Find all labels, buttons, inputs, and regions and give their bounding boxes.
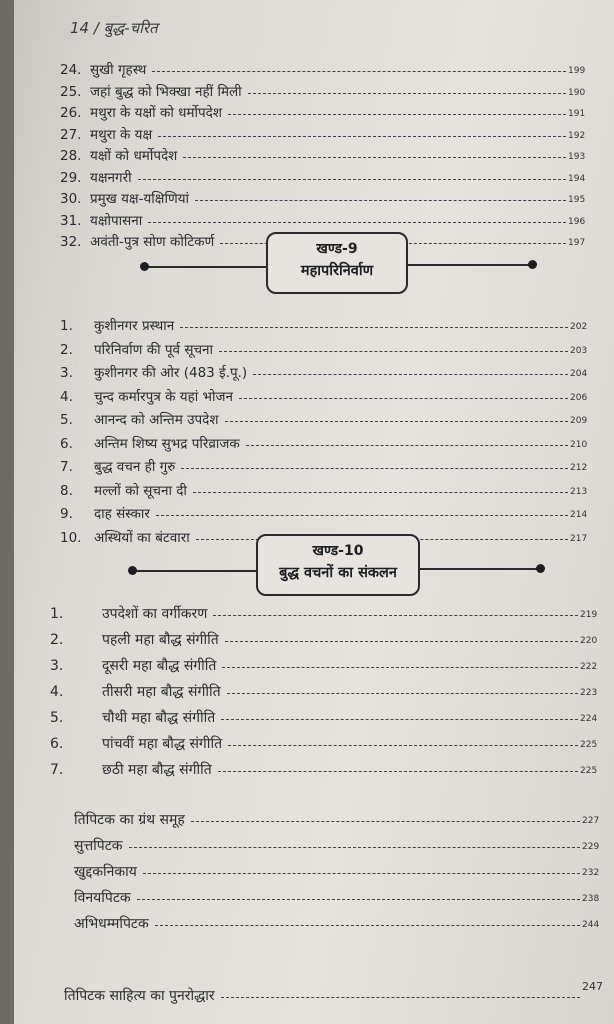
toc-entry-page-number: 214	[570, 510, 588, 520]
khand-9-label: खण्ड-9	[316, 241, 358, 257]
toc-entry-number: 26.	[60, 105, 82, 121]
toc-entry-number: 1.	[60, 318, 73, 334]
toc-entry-number: 28.	[60, 148, 82, 164]
dotted-leader	[253, 374, 568, 375]
toc-entry-page-number: 217	[570, 533, 588, 544]
divider-line-left-2	[132, 570, 272, 572]
khand-10-title: बुद्ध वचनों का संकलन	[279, 565, 397, 581]
dotted-leader	[152, 71, 566, 72]
dotted-leader	[138, 179, 566, 180]
dotted-leader	[195, 200, 566, 201]
dotted-leader	[228, 114, 566, 115]
toc-entry	[60, 316, 592, 336]
toc-entry-page-number: 225	[580, 766, 598, 776]
toc-entry	[60, 410, 592, 430]
toc-entry	[60, 168, 590, 188]
divider-dot-left-2	[128, 566, 137, 575]
toc-entry-title: प्रमुख यक्ष-यक्षिणियां	[90, 191, 190, 207]
toc-entry	[60, 504, 592, 524]
toc-entry-page-number: 191	[568, 109, 586, 119]
toc-entry	[74, 810, 604, 830]
dotted-leader	[129, 847, 580, 848]
dotted-leader	[221, 719, 578, 720]
toc-entry-title: उपदेशों का वर्गीकरण	[102, 606, 208, 622]
toc-entry	[74, 914, 604, 934]
toc-entry-title: कुशीनगर प्रस्थान	[94, 318, 175, 334]
toc-entry-number: 32.	[60, 234, 82, 250]
toc-entry-title: तीसरी महा बौद्ध संगीति	[102, 684, 221, 700]
toc-entry-number: 30.	[60, 191, 82, 207]
toc-entry	[60, 434, 592, 454]
toc-entry-number: 9.	[60, 506, 73, 522]
dotted-leader	[155, 925, 580, 926]
toc-entry-page-number: 227	[582, 816, 600, 826]
toc-entry	[60, 340, 592, 360]
toc-entry-page-number: 224	[580, 714, 598, 724]
toc-entry-number: 4.	[60, 388, 73, 405]
toc-entry-title: अन्तिम शिष्य सुभद्र परिव्राजक	[94, 435, 240, 452]
toc-entry-page-number: 190	[568, 87, 586, 98]
divider-line-left	[144, 266, 272, 268]
dotted-leader	[218, 771, 578, 772]
toc-entry	[60, 481, 592, 501]
toc-entry-number: 27.	[60, 126, 82, 143]
toc-entry	[50, 682, 602, 702]
toc-entry-title: जहां बुद्ध को भिक्खा नहीं मिली	[90, 83, 242, 100]
toc-entry-number: 7.	[60, 459, 73, 475]
toc-entry-title: तिपिटक का ग्रंथ समूह	[74, 812, 185, 828]
toc-entry-number: 2.	[50, 632, 64, 648]
dotted-leader	[221, 997, 580, 998]
toc-entry	[60, 103, 590, 123]
dotted-leader	[143, 873, 580, 874]
toc-entry-title: अभिधम्मपिटक	[74, 916, 149, 932]
toc-entry	[50, 760, 602, 780]
toc-entry	[60, 211, 590, 231]
toc-entry	[50, 656, 602, 676]
toc-entry-title: आनन्द को अन्तिम उपदेश	[94, 412, 219, 428]
toc-entry-page-number: 206	[570, 392, 588, 403]
toc-entry-page-number: 212	[570, 463, 588, 473]
toc-entry-title: पहली महा बौद्ध संगीति	[102, 632, 219, 648]
toc-entry-title: यक्षनगरी	[90, 169, 132, 186]
toc-entry-page-number: 203	[570, 345, 588, 356]
dotted-leader	[228, 745, 578, 746]
toc-entry-number: 29.	[60, 169, 82, 186]
toc-entry-page-number: 209	[570, 416, 588, 426]
divider-line-right	[406, 264, 534, 266]
toc-entry-page-number: 225	[580, 740, 598, 750]
toc-entry-number: 4.	[50, 684, 64, 700]
toc-entry-title: बुद्ध वचन ही गुरु	[94, 459, 176, 475]
toc-entry-title: दाह संस्कार	[94, 506, 150, 522]
dotted-leader	[239, 398, 568, 399]
toc-entry-title: विनयपिटक	[74, 890, 131, 906]
toc-entry-number: 3.	[60, 365, 73, 381]
dotted-leader	[137, 899, 580, 900]
dotted-leader	[180, 327, 568, 328]
toc-entry-page-number: 213	[570, 486, 588, 497]
dotted-leader	[156, 515, 568, 516]
toc-entry	[50, 630, 602, 650]
toc-entry-title: छठी महा बौद्ध संगीति	[102, 762, 212, 778]
toc-entry-page-number: 202	[570, 322, 588, 332]
dotted-leader	[183, 157, 566, 158]
dotted-leader	[227, 693, 578, 694]
khand-10-label: खण्ड-10	[312, 543, 364, 559]
toc-entry	[60, 82, 590, 102]
toc-entry	[60, 189, 590, 209]
toc-entry-number: 31.	[60, 212, 82, 229]
toc-entry-page-number: 194	[568, 173, 586, 184]
toc-entry-title: परिनिर्वाण की पूर्व सूचना	[94, 341, 214, 358]
toc-entry-number: 25.	[60, 83, 82, 100]
toc-entry-page-number: 223	[580, 688, 598, 698]
dotted-leader	[213, 615, 578, 616]
divider-dot-right	[528, 260, 537, 269]
toc-entry	[50, 708, 602, 728]
toc-entry-title: मथुरा के यक्षों को धर्मोपदेश	[90, 105, 223, 121]
toc-entry-page-number: 197	[568, 238, 586, 248]
toc-entry-page-number: 199	[568, 66, 586, 76]
toc-entry-number: 24.	[60, 62, 82, 78]
toc-entry-title: कुशीनगर की ओर (483 ई.पू.)	[94, 365, 248, 381]
toc-entry-title: यक्षोपासना	[90, 212, 143, 229]
toc-entry	[50, 604, 602, 624]
toc-entry	[74, 836, 604, 856]
toc-entry-page-number: 204	[570, 369, 588, 379]
dotted-leader	[158, 136, 566, 137]
toc-entry-number: 2.	[60, 341, 73, 358]
toc-entry-number: 1.	[50, 606, 64, 622]
toc-entry-page-number: 219	[580, 610, 598, 620]
toc-entry-page-number: 196	[568, 216, 586, 227]
toc-entry-page-number: 222	[580, 662, 598, 672]
toc-entry	[60, 60, 590, 80]
toc-entry	[74, 862, 604, 882]
toc-entry-title: सुखी गृहस्थ	[90, 62, 147, 78]
toc-entry	[50, 734, 602, 754]
toc-entry-title: तिपिटक साहित्य का पुनरोद्धार	[64, 988, 215, 1004]
toc-entry	[60, 387, 592, 407]
toc-entry	[60, 457, 592, 477]
khand-9-title: महापरिनिर्वाण	[300, 263, 374, 279]
toc-entry	[60, 363, 592, 383]
toc-entry-title: चौथी महा बौद्ध संगीति	[102, 710, 216, 726]
dotted-leader	[225, 641, 578, 642]
toc-entry-number: 5.	[60, 412, 73, 428]
divider-dot-left	[140, 262, 149, 271]
toc-entry-number: 8.	[60, 482, 73, 499]
toc-entry-number: 10.	[60, 529, 82, 546]
toc-entry-page-number: 220	[580, 636, 598, 646]
toc-entry-number: 6.	[50, 736, 64, 752]
toc-entry	[60, 125, 590, 145]
toc-entry-title: मल्लों को सूचना दी	[94, 482, 187, 499]
toc-entry-page-number: 229	[582, 842, 600, 852]
dotted-leader	[246, 445, 568, 446]
toc-entry-number: 7.	[50, 762, 64, 778]
dotted-leader	[193, 492, 568, 493]
toc-entry-title: खुद्दकनिकाय	[74, 864, 137, 880]
toc-entry-number: 6.	[60, 435, 73, 452]
toc-entry	[60, 146, 590, 166]
toc-entry	[74, 888, 604, 908]
toc-entry-page-number: 238	[582, 894, 600, 904]
toc-entry-number: 3.	[50, 658, 64, 674]
toc-entry-title: अवंती-पुत्र सोण कोटिकर्ण	[90, 234, 215, 250]
dotted-leader	[248, 93, 566, 94]
toc-entry-title: सुत्तपिटक	[74, 838, 123, 854]
dotted-leader	[148, 222, 566, 223]
toc-entry-number: 5.	[50, 710, 64, 726]
dotted-leader	[222, 667, 578, 668]
toc-entry-page-number: 247	[582, 980, 603, 993]
toc-entry-page-number: 244	[582, 920, 600, 930]
book-page	[14, 0, 614, 1024]
dotted-leader	[225, 421, 568, 422]
toc-entry-page-number: 192	[568, 130, 586, 141]
toc-entry-title: पांचवीं महा बौद्ध संगीति	[102, 736, 223, 752]
toc-entry-title: दूसरी महा बौद्ध संगीति	[102, 658, 217, 674]
toc-entry-final	[64, 980, 606, 1006]
khand-10-box	[256, 534, 420, 596]
khand-9-box	[266, 232, 408, 294]
dotted-leader	[191, 821, 580, 822]
toc-entry-title: अस्थियों का बंटवारा	[94, 529, 190, 546]
toc-entry-page-number: 210	[570, 439, 588, 450]
toc-entry-title: मथुरा के यक्ष	[90, 126, 153, 143]
toc-entry-page-number: 193	[568, 152, 586, 162]
toc-entry-title: चुन्द कर्मारपुत्र के यहां भोजन	[94, 388, 234, 405]
toc-entry-page-number: 232	[582, 868, 600, 878]
dotted-leader	[181, 468, 568, 469]
divider-line-right-2	[418, 568, 542, 570]
toc-entry-page-number: 195	[568, 195, 586, 205]
toc-entry-title: यक्षों को धर्मोपदेश	[90, 148, 178, 164]
dotted-leader	[219, 351, 568, 352]
page-header: 14 / बुद्ध-चरित	[70, 19, 158, 37]
divider-dot-right-2	[536, 564, 545, 573]
